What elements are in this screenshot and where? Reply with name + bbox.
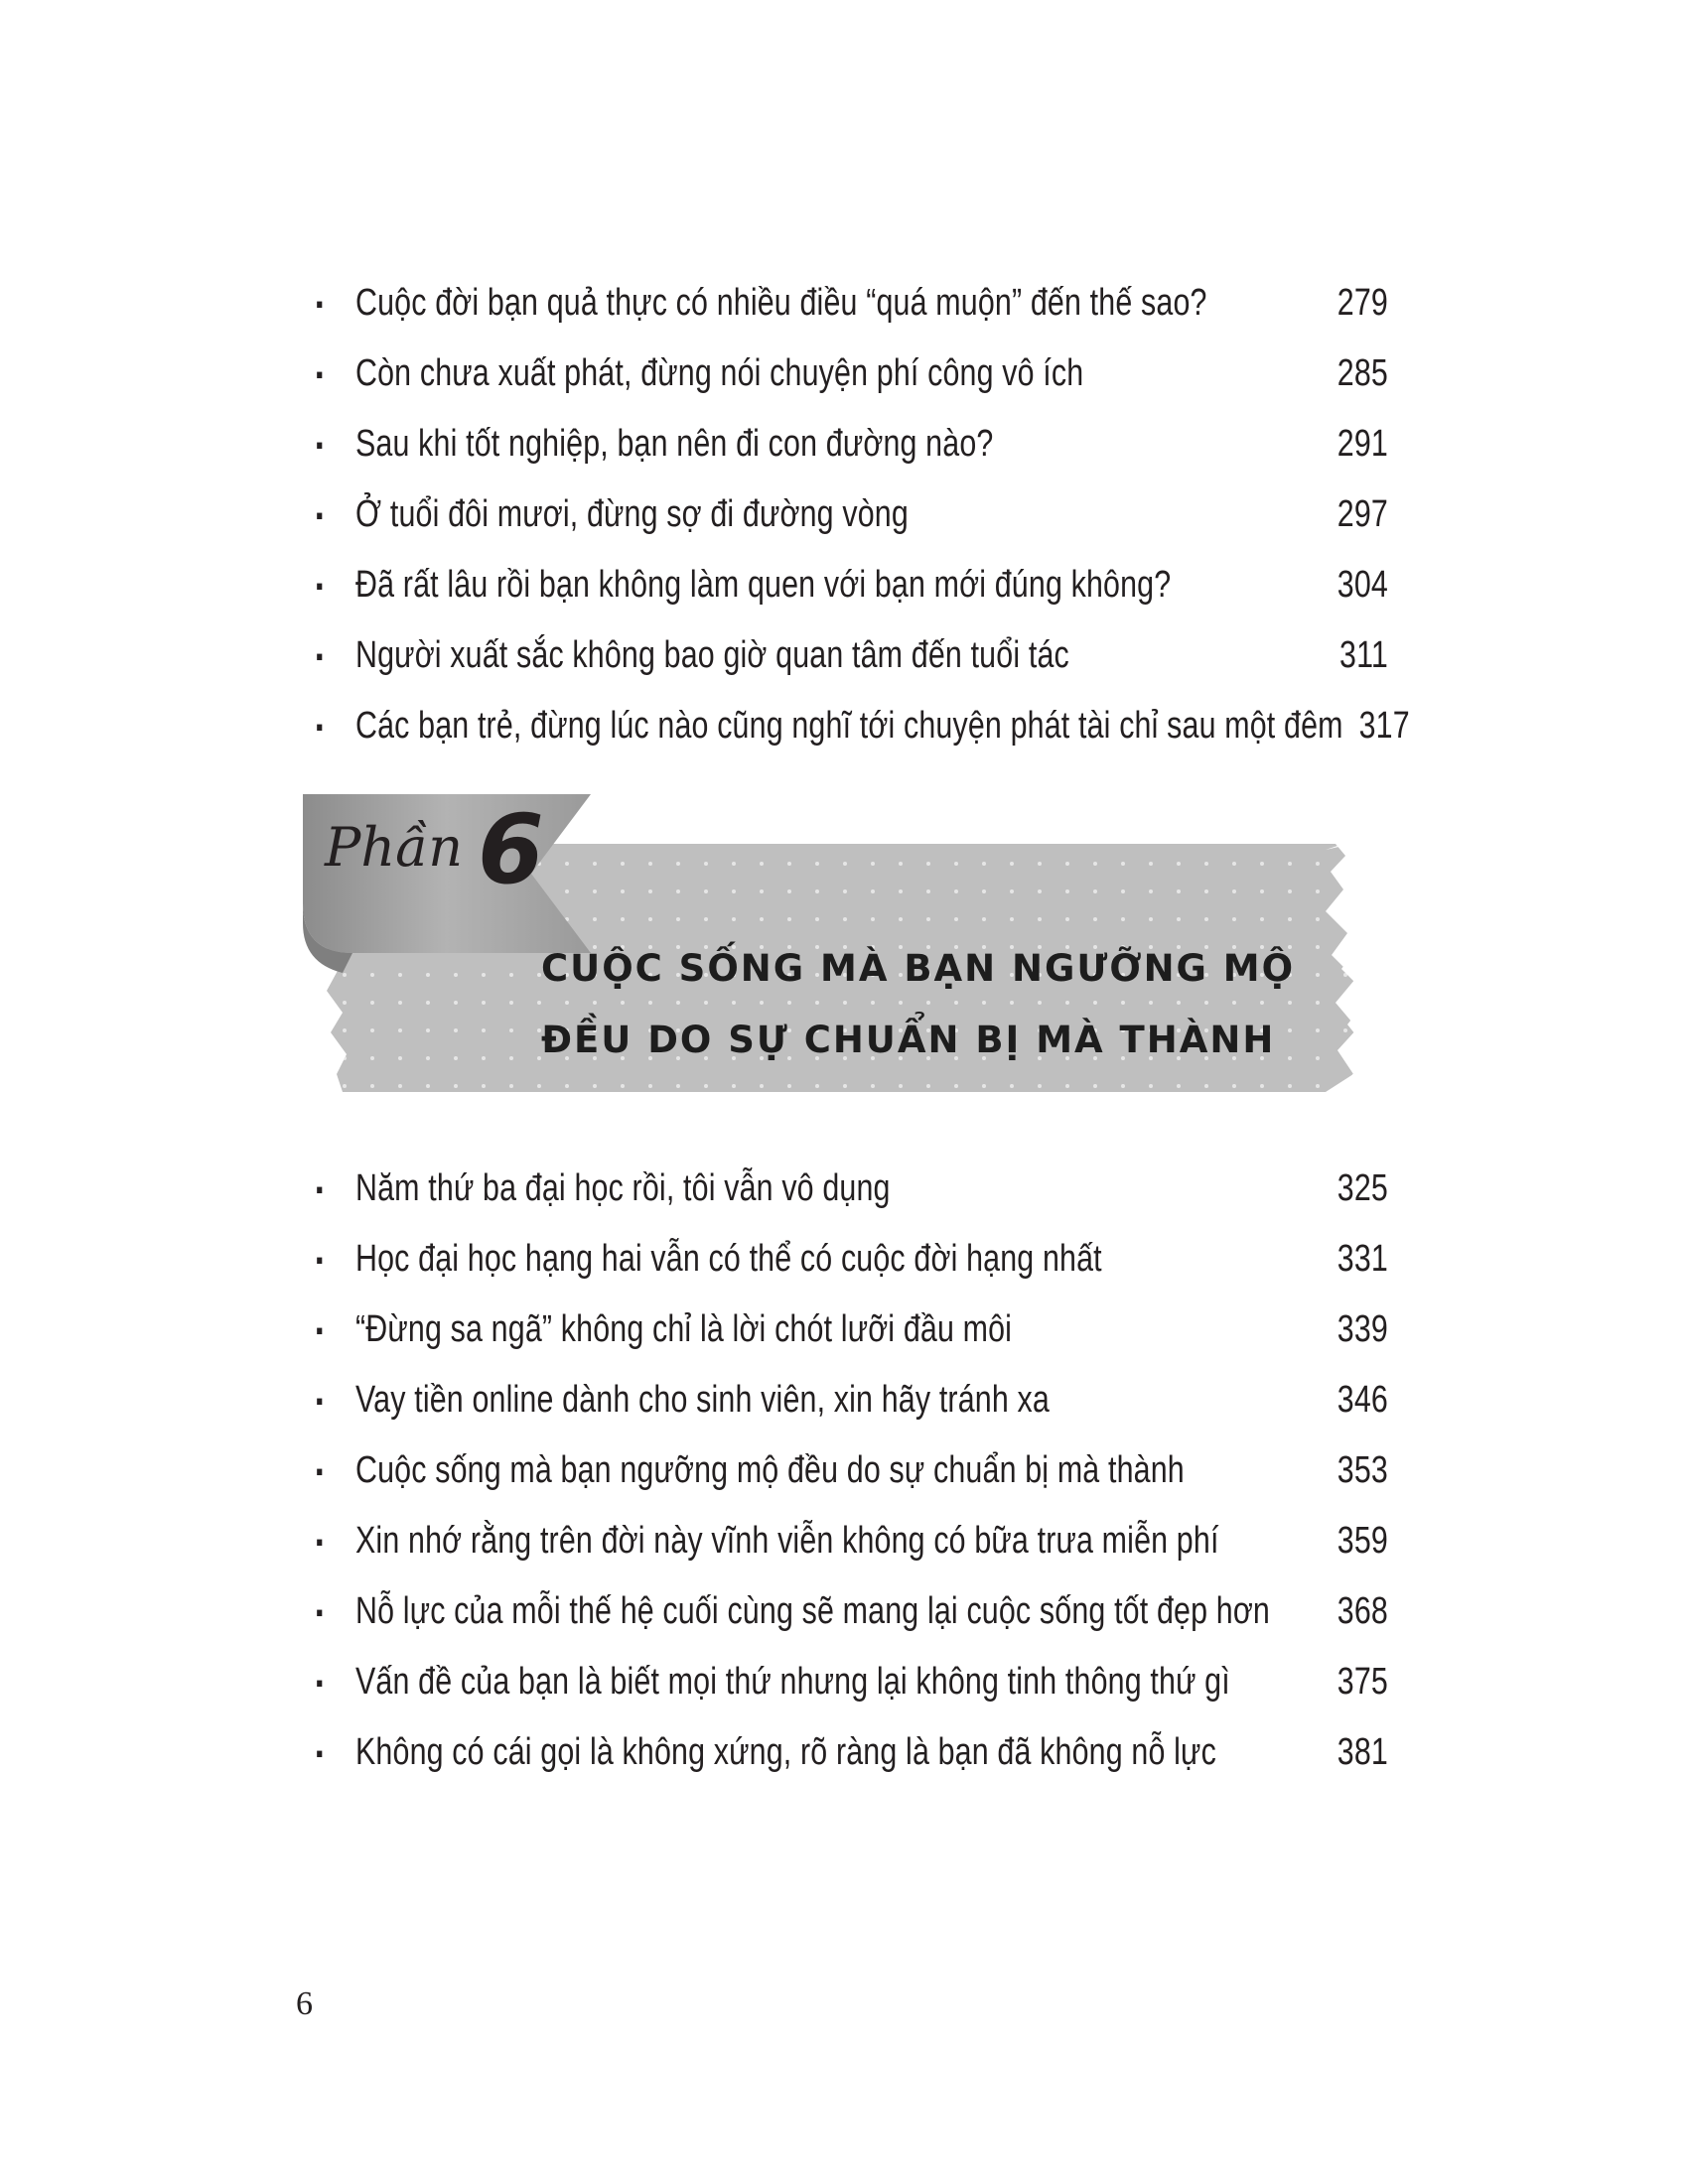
toc-entry-title: Nỗ lực của mỗi thế hệ cuối cùng sẽ mang lại cuộc sống tốt đẹp hơn (355, 1590, 1270, 1632)
part-number: 6 (478, 794, 544, 905)
toc-entry-page: 291 (1336, 423, 1388, 465)
toc-entry-title: Các bạn trẻ, đừng lúc nào cũng nghĩ tới chuyện phát tài chỉ sau một đêm (355, 705, 1343, 747)
bullet-icon: ▪ (316, 640, 324, 671)
bullet-icon: ▪ (316, 1244, 324, 1275)
toc-entry-page: 317 (1358, 705, 1410, 747)
toc-entry-page: 279 (1336, 282, 1388, 324)
bullet-icon: ▪ (316, 570, 324, 601)
toc-entry[interactable] (316, 268, 1388, 339)
toc-entry-page: 339 (1336, 1308, 1388, 1350)
toc-entry[interactable] (316, 1506, 1388, 1576)
toc-entry-title: Xin nhớ rằng trên đời này vĩnh viễn không có bữa trưa miễn phí (355, 1520, 1219, 1562)
section-title-line-1: CUỘC SỐNG MÀ BẠN NGƯỠNG MỘ (541, 947, 1296, 990)
toc-entry[interactable] (316, 1365, 1388, 1435)
toc-entry-page: 381 (1336, 1731, 1388, 1773)
toc-entry-title: Còn chưa xuất phát, đừng nói chuyện phí công vô ích (355, 352, 1084, 394)
bullet-icon: ▪ (316, 1737, 324, 1768)
toc-entry-page: 325 (1336, 1167, 1388, 1209)
toc-entry-title: Năm thứ ba đại học rồi, tôi vẫn vô dụng (355, 1167, 891, 1209)
toc-entry-title: Vấn đề của bạn là biết mọi thứ nhưng lại không tinh thông thứ gì (355, 1661, 1230, 1703)
bullet-icon: ▪ (316, 1667, 324, 1698)
bullet-icon: ▪ (316, 1385, 324, 1416)
toc-entry-page: 359 (1336, 1520, 1388, 1562)
bullet-icon: ▪ (316, 429, 324, 460)
toc-entry[interactable] (316, 479, 1388, 550)
toc-entry-title: Ở tuổi đôi mươi, đừng sợ đi đường vòng (355, 493, 909, 535)
bullet-icon: ▪ (316, 1173, 324, 1204)
toc-entry-page: 368 (1336, 1590, 1388, 1632)
toc-entry[interactable] (316, 409, 1388, 479)
toc-entry[interactable] (316, 339, 1388, 409)
bullet-icon: ▪ (316, 499, 324, 530)
page-number: 6 (296, 1985, 313, 2022)
section-title (541, 933, 1295, 1076)
toc-entry-title: Không có cái gọi là không xứng, rõ ràng là bạn đã không nỗ lực (355, 1731, 1216, 1773)
toc-entry-page: 353 (1336, 1449, 1388, 1491)
toc-entry[interactable] (316, 691, 1410, 761)
toc-entry-page: 297 (1336, 493, 1388, 535)
toc-entry-page: 375 (1336, 1661, 1388, 1703)
toc-entry[interactable] (316, 620, 1388, 691)
toc-entry-title: Học đại học hạng hai vẫn có thể có cuộc đời hạng nhất (355, 1238, 1102, 1280)
bullet-icon: ▪ (316, 1314, 324, 1345)
toc-entry[interactable] (316, 550, 1388, 620)
toc-entry-title: Cuộc sống mà bạn ngưỡng mộ đều do sự chuẩn bị mà thành (355, 1449, 1185, 1491)
toc-list-part-6 (316, 1154, 1388, 1788)
bullet-icon: ▪ (316, 1596, 324, 1627)
toc-entry-title: Vay tiền online dành cho sinh viên, xin hãy tránh xa (355, 1379, 1050, 1421)
toc-entry-title: “Đừng sa ngã” không chỉ là lời chót lưỡi đầu môi (355, 1308, 1013, 1350)
bullet-icon: ▪ (316, 288, 324, 319)
toc-entry-title: Sau khi tốt nghiệp, bạn nên đi con đường nào? (355, 423, 994, 465)
bullet-icon: ▪ (316, 1455, 324, 1486)
bullet-icon: ▪ (316, 1526, 324, 1557)
toc-entry[interactable] (316, 1576, 1388, 1647)
toc-entry-page: 311 (1339, 634, 1388, 676)
toc-entry-page: 331 (1336, 1238, 1388, 1280)
toc-entry[interactable] (316, 1717, 1388, 1788)
section-banner-part-6 (303, 794, 1395, 1122)
toc-entry-title: Người xuất sắc không bao giờ quan tâm đến tuổi tác (355, 634, 1069, 676)
toc-entry-page: 285 (1336, 352, 1388, 394)
toc-entry-title: Cuộc đời bạn quả thực có nhiều điều “quá muộn” đến thế sao? (355, 282, 1207, 324)
toc-list-part-5 (316, 268, 1410, 761)
bullet-icon: ▪ (316, 711, 324, 742)
toc-entry[interactable] (316, 1295, 1388, 1365)
section-title-line-2: ĐỀU DO SỰ CHUẨN BỊ MÀ THÀNH (541, 1019, 1276, 1061)
toc-entry[interactable] (316, 1647, 1388, 1717)
toc-entry-page: 304 (1336, 564, 1388, 606)
toc-entry[interactable] (316, 1224, 1388, 1295)
toc-entry-page: 346 (1336, 1379, 1388, 1421)
part-label: Phần (325, 816, 463, 879)
toc-entry[interactable] (316, 1154, 1388, 1224)
bullet-icon: ▪ (316, 358, 324, 389)
toc-entry[interactable] (316, 1435, 1388, 1506)
toc-entry-title: Đã rất lâu rồi bạn không làm quen với bạn mới đúng không? (355, 564, 1172, 606)
